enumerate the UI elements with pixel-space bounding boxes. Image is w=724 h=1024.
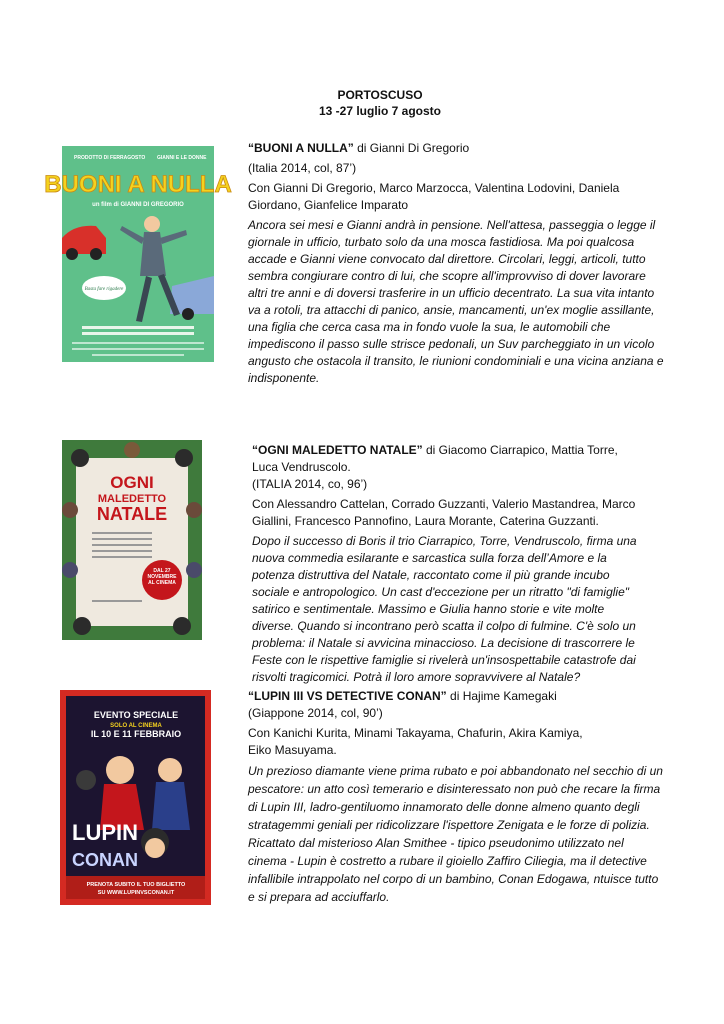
poster3-logo-top: LUPIN (72, 820, 138, 845)
film3-title: “LUPIN III VS DETECTIVE CONAN” (248, 689, 447, 703)
poster1-bubble: Basta fare rigadere (84, 287, 124, 292)
film1-title-line (248, 140, 668, 157)
film-buoni-a-nulla (248, 140, 668, 387)
poster2-title-1: OGNI (110, 473, 154, 492)
poster2-title-2: MALEDETTO (97, 493, 167, 505)
film2-plot: Dopo il successo di Boris il trio Ciarrapico, Torre, Vendruscolo, firma una nuova commedia esilarante e sarcastica sulla forza dell’Amore e la potenza distruttiva del Natale, raccontato come il più grande incubo sociale e antropologico. Un cast d'eccezione per un ritratto "di famiglie" satirico e sentimentale. Massimo e Giulia hanno storie e vite molte diverse. Quando si incontrano però scatta il colpo di fulmine. C'è solo un problema: il Natale si avvicina minaccioso. La decisione di trascorrere le Feste con le rispettive famiglie si rivelerà un'insospettabile catastrofe dai risvolti tragicomici. Potrà il loro amore sopravvivere al Natale? (252, 534, 637, 684)
poster3-footer-1: PRENOTA SUBITO IL TUO BIGLIETTO (86, 882, 186, 888)
poster2-title-3: NATALE (96, 504, 168, 524)
poster3-banner-1: EVENTO SPECIALE (93, 710, 179, 720)
poster3-banner-2: SOLO AL CINEMA (110, 723, 162, 729)
film2-director: di Giacomo Ciarrapico, Mattia Torre, Luca Vendruscolo. (252, 443, 618, 474)
film1-cast: Con Gianni Di Gregorio, Marco Marzocca, Valentina Lodovini, Daniela Giordano, Gianfelice Imparato (248, 181, 620, 212)
poster3-logo-bottom: CONAN (72, 850, 138, 870)
film1-director: di Gianni Di Gregorio (353, 141, 470, 155)
film1-plot: Ancora sei mesi e Gianni andrà in pensione. Nell'attesa, passeggia o legge il giornale in ufficio, turbato solo da una mosca fastidiosa. Ma poi qualcosa accade e Gianni viene convocato dal direttore. Circolari, leggi, articoli, tutto sembra congiurare contro di lui, che scopre all'improvviso di dover lavorare altri tre anni e di doversi trasferire in un ufficio decentrato. La sua vita intanto va a rotoli, tra attacchi di panico, ansie, mancamenti, un'ex moglie assillante, una figlia che cerca casa ma in fondo vuole la sua, le automobili che impediscono il passo sulle strisce pedonali, un Suv parcheggiato in un vicolo angusto che ostacola il transito, le riunioni condominiali e una vicina anziana e indisponente. (248, 218, 664, 385)
poster-buoni-a-nulla-art (44, 146, 232, 362)
poster3-footer-2: SU WWW.LUPINVSCONAN.IT (97, 890, 175, 896)
page-header (0, 87, 724, 119)
film2-info: (ITALIA 2014, co, 96’) (252, 477, 368, 491)
poster3-banner-3: IL 10 E 11 FEBBRAIO (90, 729, 182, 739)
film-lupin-vs-conan (248, 688, 663, 906)
poster-lupin-vs-conan (60, 690, 211, 905)
film1-info: (Italia 2014, col, 87’) (248, 161, 357, 175)
film-ogni-maledetto-natale (252, 442, 647, 686)
film3-director: di Hajime Kamegaki (446, 689, 557, 703)
poster-lupin-vs-conan-art (60, 690, 211, 905)
poster2-date-badge: DAL 27 NOVEMBRE AL CINEMA (147, 568, 177, 586)
dates-heading: 13 -27 luglio 7 agosto (318, 104, 442, 118)
film3-plot: Un prezioso diamante viene prima rubato e poi abbandonato nel secchio di un pescatore: un atto così temerario e disinteressato non può che recare la firma di Lupin III, ladro-gentiluomo innamorato delle donne almeno quanto degli stratagemmi geniali per ridicolizzare l'ispettore Zenigata e le forze di polizia. Ricattato dal misterioso Alan Smithee - tipico pseudonimo utilizzato nel cinema - Lupin è costretto a rubare il gioiello Zaffiro Ciliegia, ma il detective infallibile intrappolato nel corpo di un bambino, Conan Edogawa, ntuisce tutto e si prepara ad acciuffarlo. (248, 764, 663, 904)
poster-buoni-a-nulla (44, 146, 232, 362)
film2-title: “OGNI MALEDETTO NATALE” (252, 443, 423, 457)
poster-ogni-maledetto-natale (62, 440, 202, 640)
film2-title-line (252, 442, 647, 476)
poster1-top-left: PRODOTTO DI FERRAGOSTO (74, 155, 146, 161)
film2-cast: Con Alessandro Cattelan, Corrado Guzzanti, Valerio Mastandrea, Marco Giallini, Francesco Pannofino, Laura Morante, Caterina Guzzanti. (252, 497, 636, 528)
film3-cast: Con Kanichi Kurita, Minami Takayama, Chafurin, Akira Kamiya, Eiko Masuyama. (248, 726, 583, 757)
film3-info: (Giappone 2014, col, 90’) (248, 706, 383, 720)
film1-title: “BUONI A NULLA” (248, 141, 354, 155)
location-heading: PORTOSCUSO (337, 88, 423, 102)
poster1-title: BUONI A NULLA (44, 171, 232, 198)
film3-title-line (248, 688, 663, 705)
poster1-top-right: GIANNI E LE DONNE (157, 155, 207, 161)
poster1-byline: un film di GIANNI DI GREGORIO (92, 202, 184, 208)
poster-ogni-maledetto-natale-art (62, 440, 202, 640)
